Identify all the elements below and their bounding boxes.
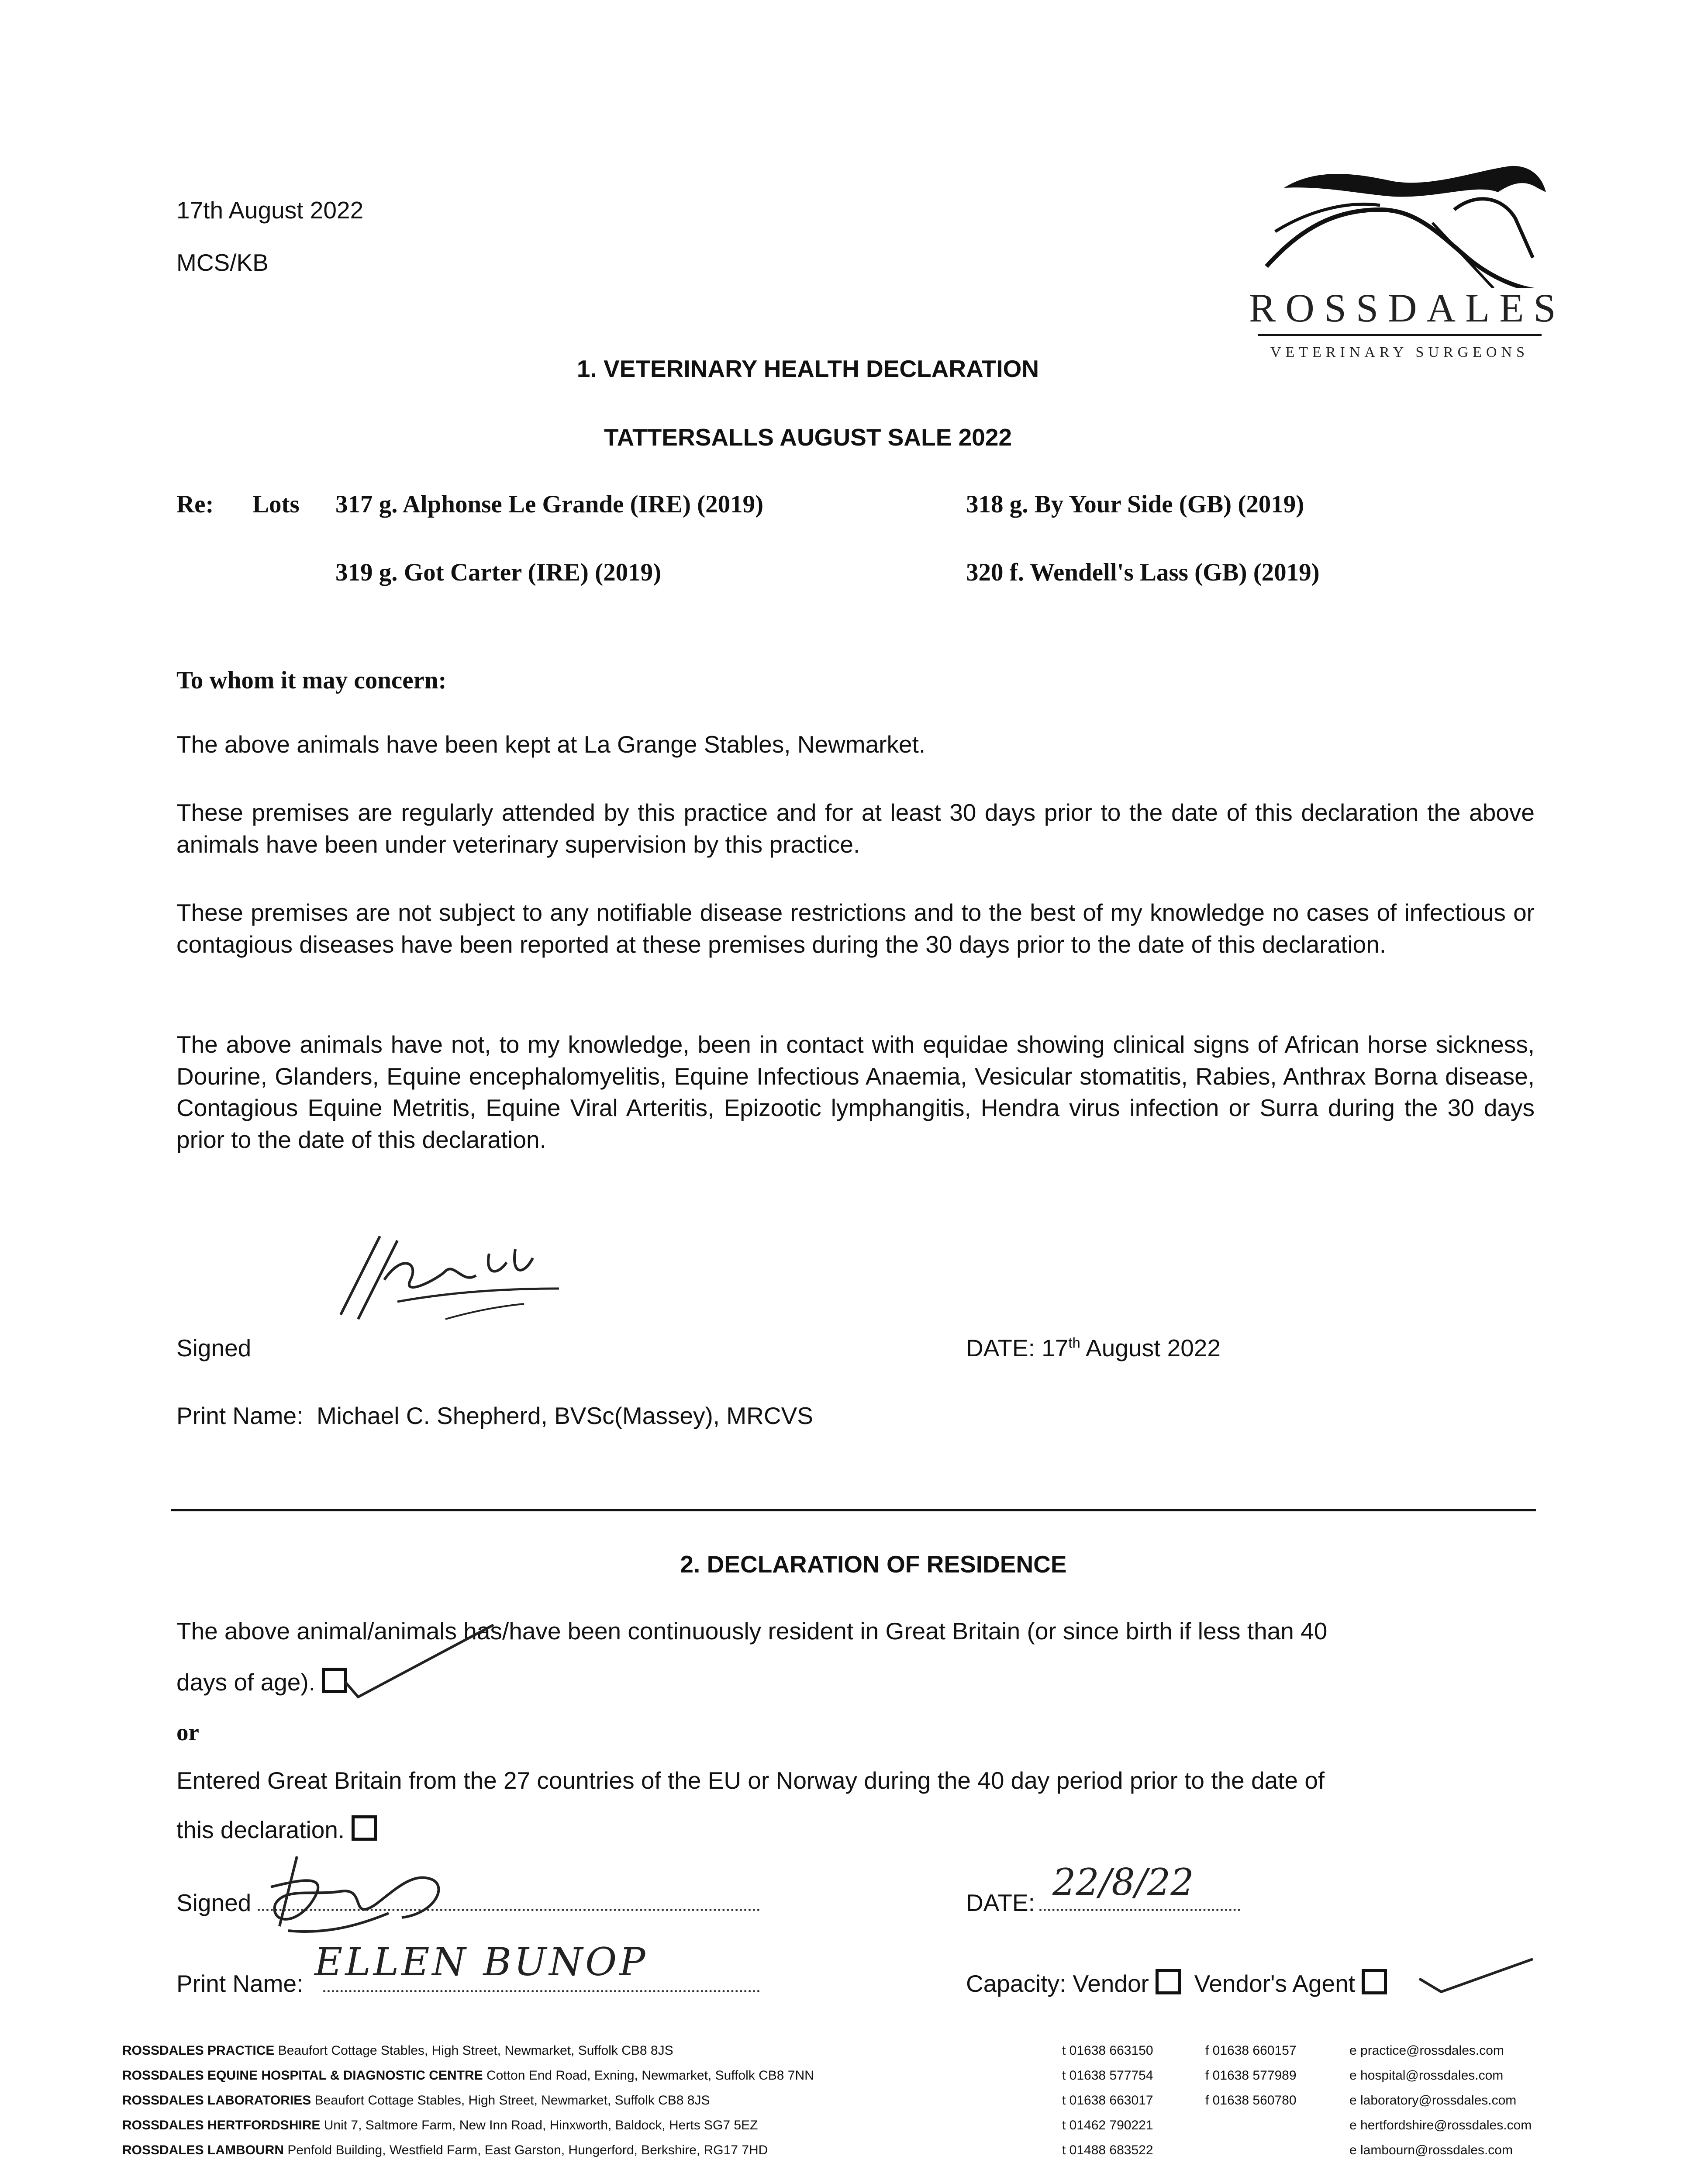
section1-date: DATE: 17th August 2022 [966, 1334, 1221, 1362]
footer-email: e practice@rossdales.com [1349, 2043, 1504, 2058]
signature-shepherd [332, 1227, 576, 1332]
date-label-2: DATE: [966, 1889, 1035, 1916]
footer-tel: t 01638 663150 [1062, 2043, 1153, 2058]
or-label: or [176, 1719, 199, 1745]
option2-checkbox[interactable] [352, 1815, 377, 1841]
footer-row: ROSSDALES LABORATORIES Beaufort Cottage Stables, High Street, Newmarket, Suffolk CB8 8JS [122, 2093, 710, 2108]
option2-line2: this declaration. [176, 1814, 377, 1846]
vendors-agent-checkbox[interactable] [1362, 1969, 1387, 1994]
section-divider [171, 1509, 1536, 1511]
footer-email: e hospital@rossdales.com [1349, 2068, 1504, 2083]
salutation: To whom it may concern: [176, 667, 447, 694]
print-name: Print Name: Michael C. Shepherd, BVSc(Massey), MRCVS [176, 1402, 813, 1429]
print-name-value-2: ELLEN BUNOP [314, 1939, 648, 1984]
date-line[interactable] [1039, 1909, 1240, 1911]
horse-logo-icon [1249, 157, 1550, 288]
footer-fax: f 01638 660157 [1205, 2043, 1297, 2058]
option1-line2: days of age). [176, 1666, 347, 1698]
footer-email: e lambourn@rossdales.com [1349, 2143, 1513, 2157]
section1-subtitle: TATTERSALLS AUGUST SALE 2022 [604, 424, 1012, 451]
company-logo [1249, 157, 1566, 367]
lot-item: 319 g. Got Carter (IRE) (2019) [335, 559, 662, 586]
footer-tel: t 01638 663017 [1062, 2093, 1153, 2108]
section1-title: 1. VETERINARY HEALTH DECLARATION [576, 355, 1039, 382]
letter-date: 17th August 2022 [176, 197, 364, 224]
print-name-line[interactable] [323, 1990, 760, 1992]
footer-row: ROSSDALES HERTFORDSHIRE Unit 7, Saltmore Farm, New Inn Road, Hinxworth, Baldock, Herts SG7 5EZ [122, 2118, 758, 2132]
footer-fax: f 01638 560780 [1205, 2093, 1297, 2108]
signed-label-2: Signed [176, 1889, 252, 1916]
footer-fax: f 01638 577989 [1205, 2068, 1297, 2083]
footer-tel: t 01462 790221 [1062, 2118, 1153, 2132]
paragraph: The above animals have not, to my knowledge, been in contact with equidae showing clinical signs of African horse sickness, Dourine, Glanders, Equine encephalomyelitis, Equine Infectious Anaemia, Vesicular stomatitis, Rabies, Anthrax Borna disease, Contagious Equine Metritis, Equine Viral Arteritis, Epizootic lymphangitis, Hendra virus infection or Surra during the 30 days prior to the date of this declaration. [176, 1031, 1535, 1153]
footer-email: e laboratory@rossdales.com [1349, 2093, 1517, 2108]
lot-item: 317 g. Alphonse Le Grande (IRE) (2019) [335, 491, 764, 518]
logo-name: ROSSDALES [1249, 286, 1566, 330]
date-value-2: 22/8/22 [1052, 1861, 1194, 1904]
footer-row: ROSSDALES PRACTICE Beaufort Cottage Stables, High Street, Newmarket, Suffolk CB8 8JS [122, 2043, 673, 2058]
signature-vendor [245, 1848, 472, 1952]
print-name-label-2: Print Name: [176, 1970, 304, 1997]
capacity-row: Capacity: Vendor Vendor's Agent [966, 1968, 1387, 2000]
checkmark-icon [1406, 1952, 1537, 2001]
footer-row: ROSSDALES EQUINE HOSPITAL & DIAGNOSTIC CENTRE Cotton End Road, Exning, Newmarket, Suffolk CB8 7NN [122, 2068, 814, 2083]
footer [122, 2044, 1581, 2175]
footer-tel: t 01488 683522 [1062, 2143, 1153, 2157]
checkmark-icon [336, 1616, 502, 1699]
logo-divider [1258, 334, 1542, 336]
section2-title: 2. DECLARATION OF RESIDENCE [680, 1551, 1067, 1578]
vendor-checkbox[interactable] [1156, 1969, 1181, 1994]
logo-subtitle: VETERINARY SURGEONS [1270, 344, 1529, 360]
lot-item: 318 g. By Your Side (GB) (2019) [966, 491, 1304, 518]
footer-email: e hertfordshire@rossdales.com [1349, 2118, 1532, 2132]
option2-text: Entered Great Britain from the 27 countries of the EU or Norway during the 40 day period prior to the date of [176, 1767, 1325, 1794]
paragraph: These premises are regularly attended by this practice and for at least 30 days prior to the date of this declaration the above animals have been under veterinary supervision by this practice. [176, 799, 1535, 858]
re-label: Re: [176, 491, 214, 518]
footer-tel: t 01638 577754 [1062, 2068, 1153, 2083]
option1-text: The above animal/animals has/have been continuously resident in Great Britain (or since birth if less than 40 [176, 1617, 1328, 1645]
lot-item: 320 f. Wendell's Lass (GB) (2019) [966, 559, 1320, 586]
paragraph: These premises are not subject to any notifiable disease restrictions and to the best of my knowledge no cases of infectious or contagious diseases have been reported at these premises during the 30 days prior to the date of this declaration. [176, 899, 1535, 958]
paragraph: The above animals have been kept at La Grange Stables, Newmarket. [176, 731, 926, 758]
footer-row: ROSSDALES LAMBOURN Penfold Building, Westfield Farm, East Garston, Hungerford, Berkshire, RG17 7HD [122, 2143, 768, 2157]
letter-reference: MCS/KB [176, 249, 269, 276]
signed-label: Signed [176, 1334, 252, 1362]
lots-label: Lots [252, 491, 300, 518]
